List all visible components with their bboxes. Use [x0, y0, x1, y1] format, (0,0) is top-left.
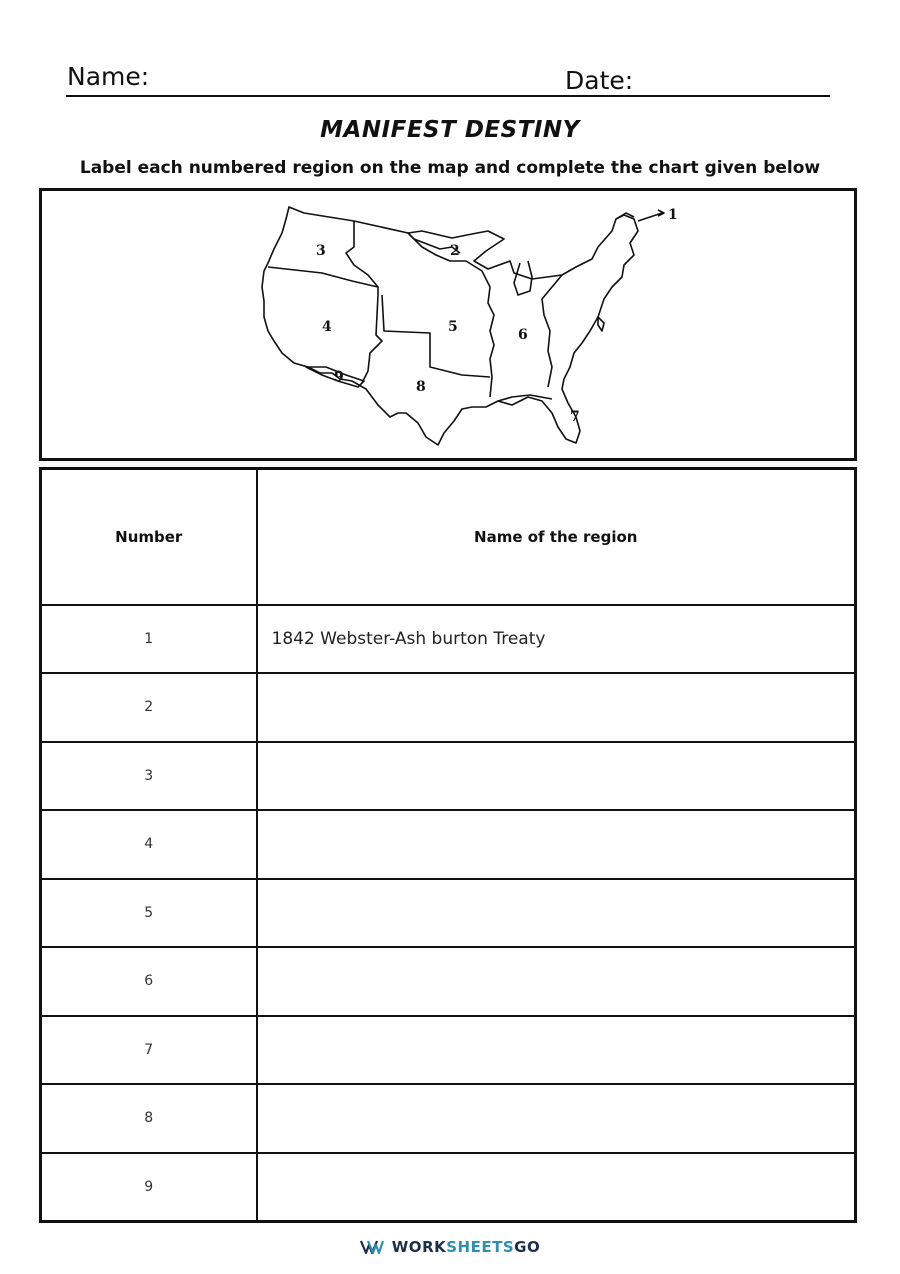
row-number: 3 [41, 742, 257, 811]
row-number: 8 [41, 1084, 257, 1153]
row-number: 7 [41, 1016, 257, 1085]
date-label: Date: [565, 66, 634, 95]
table-row [41, 742, 856, 811]
name-label: Name: [67, 62, 150, 91]
page-title: MANIFEST DESTINY [320, 117, 580, 143]
us-map [42, 191, 854, 458]
region-name-cell[interactable] [257, 1084, 856, 1153]
map-label-8: 8 [416, 379, 426, 395]
boundary-6-east [542, 275, 562, 387]
table-row [41, 1153, 856, 1222]
map-label-9: 9 [334, 369, 344, 385]
table-row [41, 1016, 856, 1085]
table-row [41, 605, 856, 674]
table-row [41, 810, 856, 879]
row-number: 9 [41, 1153, 257, 1222]
table-row [41, 673, 856, 742]
brand-name [392, 1238, 540, 1256]
boundary-4-east [362, 295, 382, 383]
brand-text-part3: GO [514, 1238, 541, 1256]
boundary-5-8 [382, 295, 490, 377]
table-header-row [41, 469, 856, 605]
map-label-7: 7 [570, 409, 580, 425]
map-label-4: 4 [322, 319, 332, 335]
row-number: 1 [41, 605, 257, 674]
table-row [41, 1084, 856, 1153]
row-number: 4 [41, 810, 257, 879]
map-label-3: 3 [316, 243, 326, 259]
map-label-2: 2 [450, 243, 460, 259]
brand-text-part1: WORK [391, 1238, 447, 1256]
region-name-cell[interactable] [257, 1016, 856, 1085]
row-number: 2 [41, 673, 257, 742]
row-number: 5 [41, 879, 257, 948]
brand-footer [0, 1238, 900, 1256]
region-name-cell[interactable] [257, 947, 856, 1016]
row-number: 6 [41, 947, 257, 1016]
map-box [39, 188, 857, 461]
chesapeake [598, 317, 604, 331]
map-label-5: 5 [448, 319, 458, 335]
region-name-cell[interactable] [257, 810, 856, 879]
column-header-number: Number [41, 469, 257, 605]
table-row [41, 947, 856, 1016]
region-name-cell[interactable]: 1842 Webster-Ash burton Treaty [257, 605, 856, 674]
region-name-cell[interactable] [257, 673, 856, 742]
region-name-cell[interactable] [257, 1153, 856, 1222]
w-logo-icon [360, 1239, 384, 1255]
instructions: Label each numbered region on the map and complete the chart given below [79, 158, 821, 178]
brand-text-part2: SHEETS [446, 1238, 515, 1256]
table-row [41, 879, 856, 948]
name-date-writing-line[interactable] [66, 95, 830, 97]
column-header-region-name: Name of the region [257, 469, 856, 605]
region-name-cell[interactable] [257, 879, 856, 948]
map-label-6: 6 [518, 327, 528, 343]
region-name-cell[interactable] [257, 742, 856, 811]
region-table [39, 467, 857, 1223]
arrow-1 [638, 213, 662, 221]
map-label-1: 1 [668, 207, 678, 223]
